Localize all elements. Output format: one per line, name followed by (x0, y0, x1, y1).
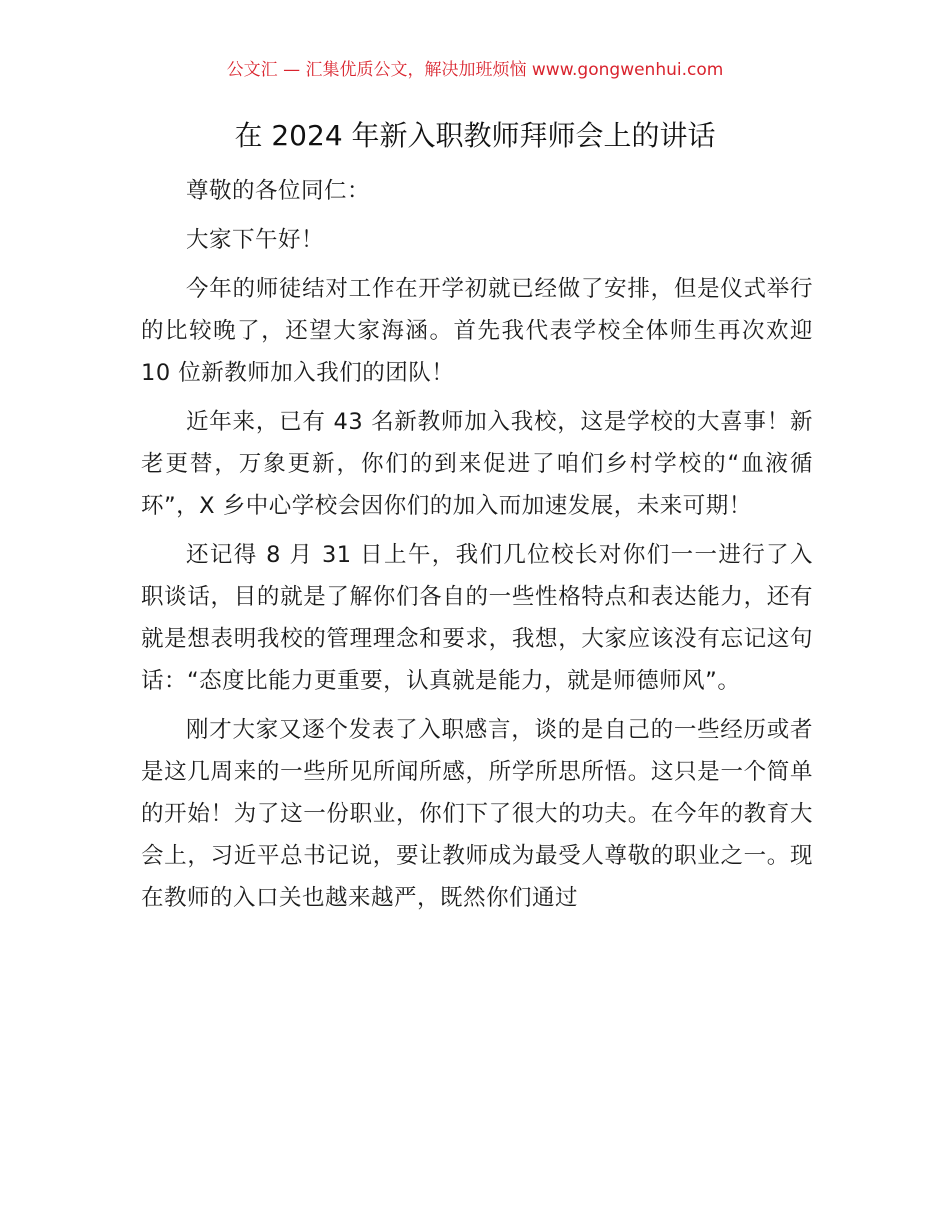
document-body (141, 170, 813, 926)
document-title: 在 2024 年新入职教师拜师会上的讲话 (234, 119, 716, 152)
body-paragraph: 近年来，已有 43 名新教师加入我校，这是学校的大喜事！新老更替，万象更新，你们的到来促进了咱们乡村学校的“血液循环”，X 乡中心学校会因你们的加入而加速发展，未来可期！ (141, 409, 813, 519)
body-paragraph: 还记得 8 月 31 日上午，我们几位校长对你们一一进行了入职谈话，目的就是了解你们各自的一些性格特点和表达能力，还有就是想表明我校的管理理念和要求，我想，大家应该没有忘记这句话：“态度比能力更重要，认真就是能力，就是师德师风”。 (141, 542, 813, 694)
body-paragraph: 刚才大家又逐个发表了入职感言，谈的是自己的一些经历或者是这几周来的一些所见所闻所感，所学所思所悟。这只是一个简单的开始！为了这一份职业，你们下了很大的功夫。在今年的教育大会上，习近平总书记说，要让教师成为最受人尊敬的职业之一。现在教师的入口关也越来越严，既然你们通过 (141, 717, 813, 911)
body-paragraph: 今年的师徒结对工作在开学初就已经做了安排，但是仪式举行的比较晚了，还望大家海涵。首先我代表学校全体师生再次欢迎 10 位新教师加入我们的团队！ (141, 276, 813, 386)
site-header-link[interactable]: 公文汇 — 汇集优质公文，解决加班烦恼 www.gongwenhui.com (226, 60, 724, 80)
salutation-paragraph: 尊敬的各位同仁： (186, 178, 371, 204)
greeting-paragraph: 大家下午好！ (186, 227, 325, 253)
